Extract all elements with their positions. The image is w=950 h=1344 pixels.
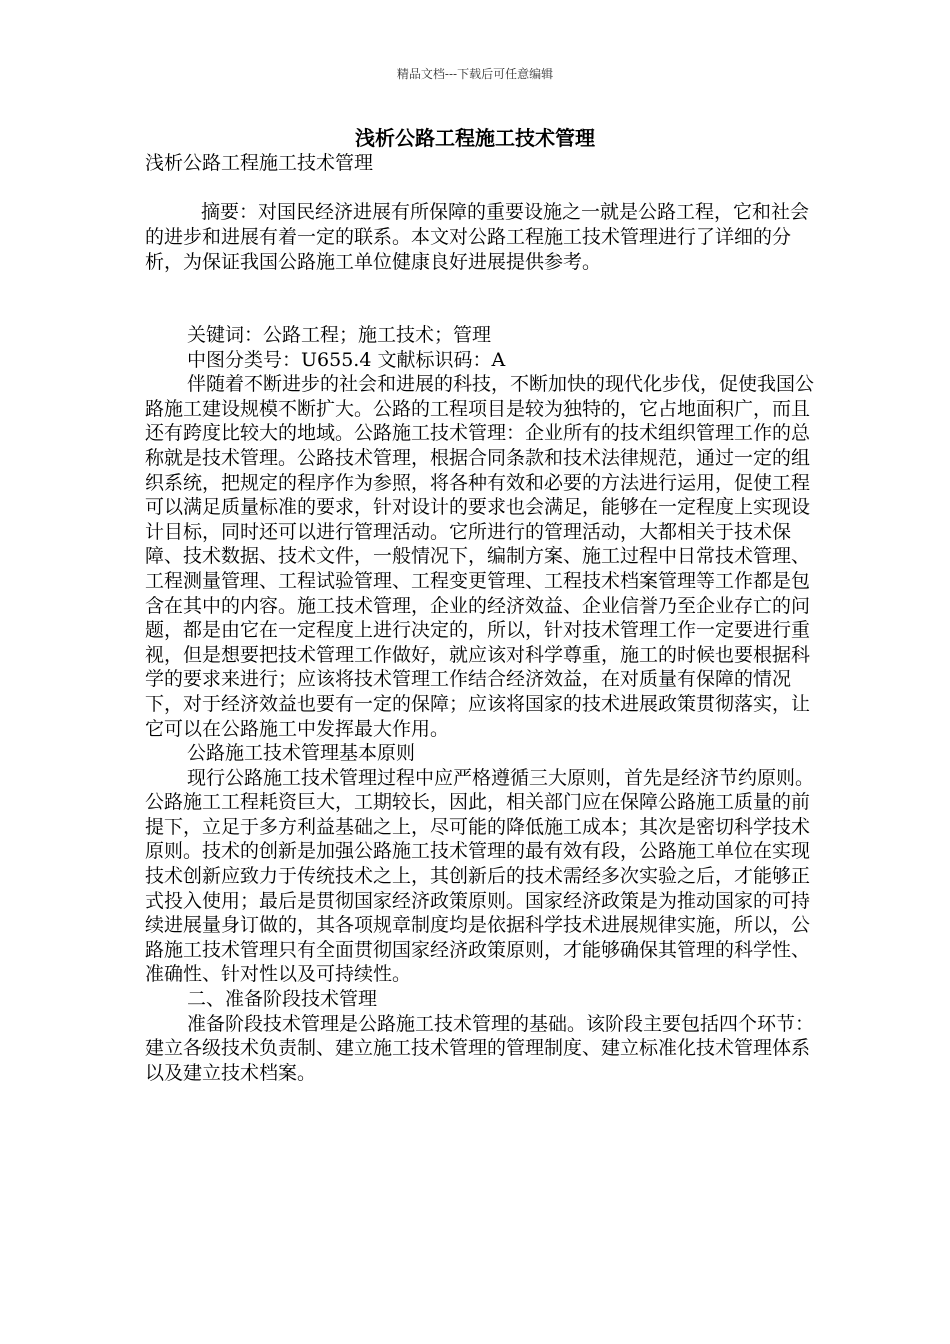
abstract-paragraph: 摘要：对国民经济进展有所保障的重要设施之一就是公路工程，它和社会的进步和进展有着一定的联系。本文对公路工程施工技术管理进行了详细的分析，为保证我国公路施工单位健康良好进展提供参考。 [145, 201, 810, 273]
keywords-line: 关键词：公路工程；施工技术；管理 [187, 324, 492, 346]
classification-line: 中图分类号：U655.4 文献标识码：A [187, 348, 506, 371]
document-subtitle: 浅析公路工程施工技术管理 [145, 152, 374, 174]
body-paragraph-intro: 伴随着不断进步的社会和进展的科技，不断加快的现代化步伐，促使我国公路施工建设规模不断扩大。公路的工程项目是较为独特的，它占地面积广，而且还有跨度比较大的地域。公路施工技术管理：企业所有的技术组织管理工作的总称就是技术管理。公路技术管理，根据合同条款和技术法律规范，通过一定的组织系统，把规定的程序作为参照，将各种有效和必要的方法进行运用，促使工程可以满足质量标准的要求，针对设计的要求也会满足，能够在一定程度上实现设计目标，同时还可以进行管理活动。它所进行的管理活动，大都相关于技术保障、技术数据、技术文件，一般情况下，编制方案、施工过程中日常技术管理、工程测量管理、工程试验管理、工程变更管理、工程技术档案管理等工作都是包含在其中的内容。施工技术管理，企业的经济效益、企业信誉乃至企业存亡的问题，都是由它在一定程度上进行决定的，所以，针对技术管理工作一定要进行重视，但是想要把技术管理工作做好，就应该对科学尊重，施工的时候也要根据科学的要求来进行；应该将技术管理工作结合经济效益，在对质量有保障的情况下，对于经济效益也要有一定的保障；应该将国家的技术进展政策贯彻落实，让它可以在公路施工中发挥最大作用。 [145, 373, 815, 740]
section-heading-preparation: 二、准备阶段技术管理 [187, 988, 378, 1011]
body-paragraph-preparation: 准备阶段技术管理是公路施工技术管理的基础。该阶段主要包括四个环节：建立各级技术负责制、建立施工技术管理的管理制度、建立标准化技术管理体系以及建立技术档案。 [145, 1012, 815, 1084]
document-title: 浅析公路工程施工技术管理 [355, 126, 595, 150]
section-heading-principles: 公路施工技术管理基本原则 [187, 742, 416, 765]
page-header-note: 精品文档---下载后可任意编辑 [396, 67, 554, 81]
document-body [145, 323, 815, 1085]
body-paragraph-principles: 现行公路施工技术管理过程中应严格遵循三大原则，首先是经济节约原则。公路施工工程耗资巨大，工期较长，因此，相关部门应在保障公路施工质量的前提下，立足于多方利益基础之上，尽可能的降低施工成本；其次是密切科学技术原则。技术的创新是加强公路施工技术管理的最有效有段，公路施工单位在实现技术创新应致力于传统技术之上，其创新后的技术需经多次实验之后，才能够正式投入使用；最后是贯彻国家经济政策原则。国家经济政策是为推动国家的可持续进展量身订做的，其各项规章制度均是依据科学技术进展规律实施，所以，公路施工技术管理只有全面贯彻国家经济政策原则，才能够确保其管理的科学性、准确性、针对性以及可持续性。 [145, 766, 815, 986]
